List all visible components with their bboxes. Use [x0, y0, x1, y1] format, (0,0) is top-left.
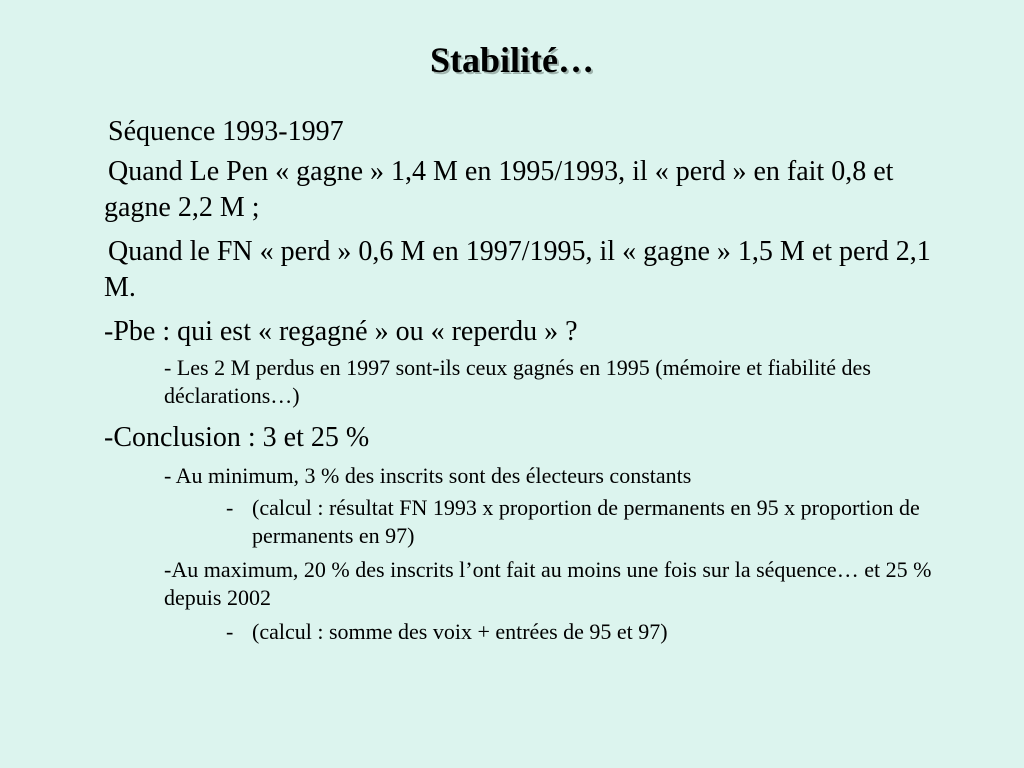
maximum-calc-dash: - [226, 619, 234, 644]
maximum-calc-item [226, 618, 934, 646]
minimum-subpoint: - Au minimum, 3 % des inscrits sont des électeurs constants [164, 463, 692, 488]
slide-title: Stabilité… [429, 40, 594, 80]
maximum-calc-text: (calcul : somme des voix + entrées de 95 et 97) [252, 619, 668, 644]
slide-body [104, 114, 934, 646]
conclusion-line: -Conclusion : 3 et 25 % [104, 422, 370, 453]
problem-subpoint: - Les 2 M perdus en 1997 sont-ils ceux gagnés en 1995 (mémoire et fiabilité des déclarations…) [164, 355, 871, 408]
minimum-calc-dash: - [226, 495, 234, 520]
fn-line: Quand le FN « perd » 0,6 M en 1997/1995, il « gagne » 1,5 M et perd 2,1 M. [104, 236, 931, 303]
lepen-line: Quand Le Pen « gagne » 1,4 M en 1995/1993, il « perd » en fait 0,8 et gagne 2,2 M ; [104, 156, 894, 223]
maximum-subpoint: -Au maximum, 20 % des inscrits l’ont fait au moins une fois sur la séquence… et 25 % depuis 2002 [164, 557, 932, 610]
minimum-calc-item [226, 494, 934, 550]
sequence-line: Séquence 1993-1997 [108, 116, 344, 147]
minimum-calc-text: (calcul : résultat FN 1993 x proportion de permanents en 95 x proportion de permanents en 97) [252, 495, 920, 548]
problem-line: -Pbe : qui est « regagné » ou « reperdu » ? [104, 316, 578, 347]
